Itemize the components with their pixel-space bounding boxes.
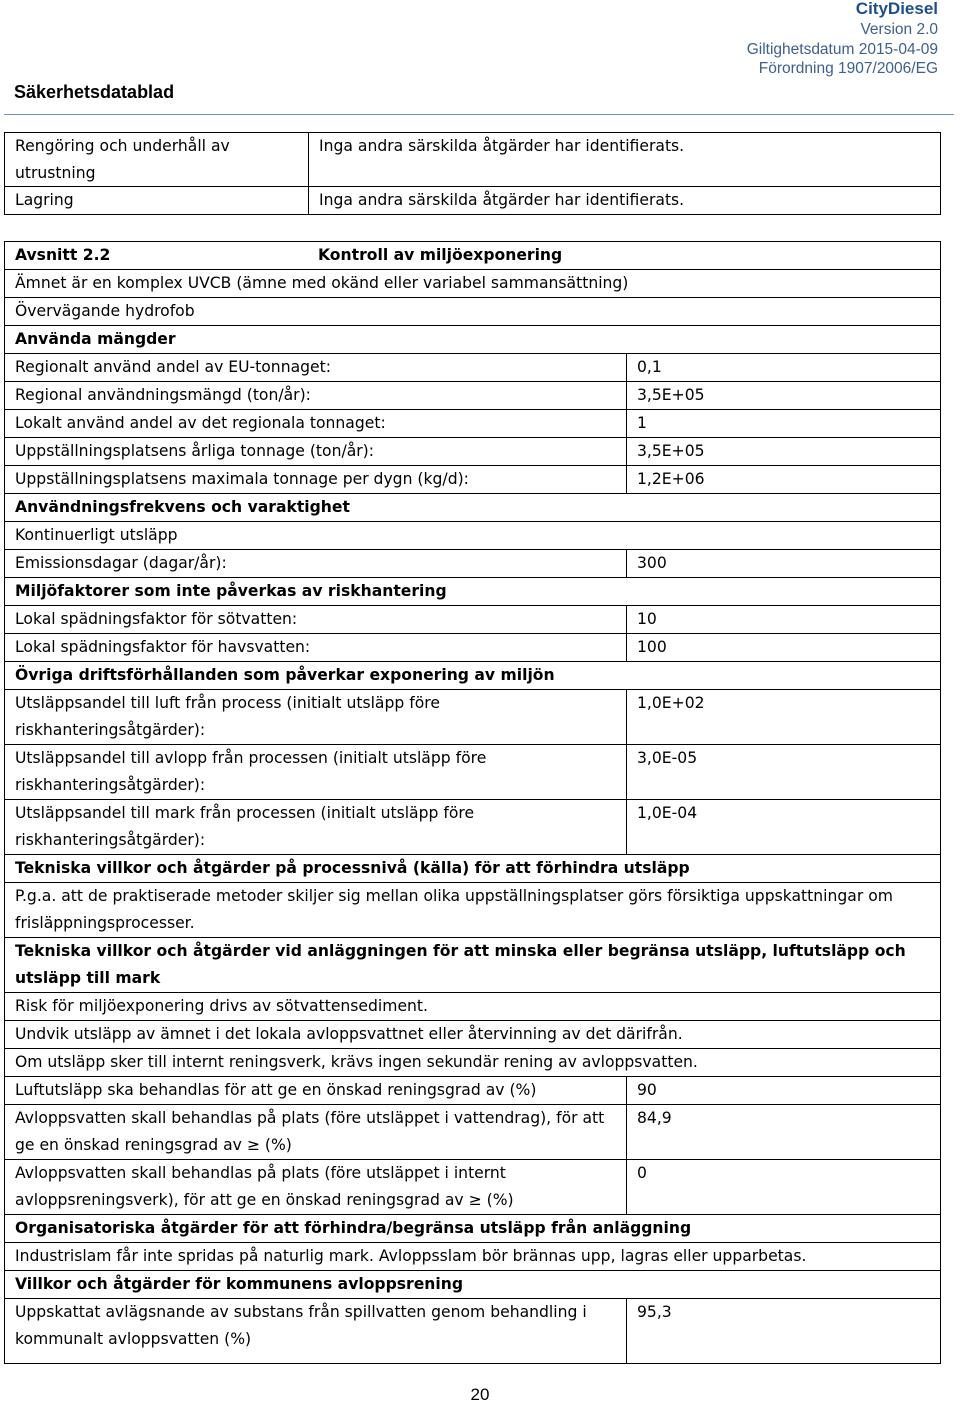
row-value: 3,0E-05 <box>627 745 941 800</box>
table-row <box>5 522 941 550</box>
row-value: 1,0E-04 <box>627 800 941 855</box>
other-conditions-heading: Övriga driftsförhållanden som påverkar exponering av miljön <box>5 662 941 690</box>
regulation-text: Förordning 1907/2006/EG <box>758 60 938 77</box>
substance-description: Ämnet är en komplex UVCB (ämne med okänd eller variabel sammansättning) <box>5 270 941 298</box>
subheading-row <box>5 662 941 690</box>
organizational-heading: Organisatoriska åtgärder för att förhindra/begränsa utsläpp från anläggning <box>5 1215 941 1243</box>
table-row <box>5 298 941 326</box>
row-label: Uppskattat avlägsnande av substans från spillvatten genom behandling i kommunalt avloppsvatten (%) <box>5 1299 627 1364</box>
subheading-row <box>5 1215 941 1243</box>
table-row <box>5 1077 941 1105</box>
section-label: Avsnitt 2.2 <box>5 242 309 270</box>
subheading-row <box>5 326 941 354</box>
row-label: Lagring <box>5 187 309 215</box>
table-row <box>5 800 941 855</box>
section-title: Kontroll av miljöexponering <box>308 242 941 270</box>
tech-site-line: Om utsläpp sker till internt reningsverk, krävs ingen sekundär rening av avloppsvatten. <box>5 1049 941 1077</box>
row-label: Emissionsdagar (dagar/år): <box>5 550 627 578</box>
table-row <box>5 550 941 578</box>
table-row <box>5 606 941 634</box>
frequency-heading: Användningsfrekvens och varaktighet <box>5 494 941 522</box>
subheading-row <box>5 855 941 883</box>
row-label: Utsläppsandel till mark från processen (initialt utsläpp före riskhanteringsåtgärder): <box>5 800 627 855</box>
row-value: 100 <box>627 634 941 662</box>
table-row <box>5 270 941 298</box>
row-label: Utsläppsandel till avlopp från processen (initialt utsläpp före riskhanteringsåtgärder): <box>5 745 627 800</box>
table-row <box>5 1021 941 1049</box>
table-row <box>5 1243 941 1271</box>
release-type: Kontinuerligt utsläpp <box>5 522 941 550</box>
subheading-row <box>5 1271 941 1299</box>
row-value: 1 <box>627 410 941 438</box>
env-factors-heading: Miljöfaktorer som inte påverkas av riskhantering <box>5 578 941 606</box>
row-label: Lokal spädningsfaktor för havsvatten: <box>5 634 627 662</box>
row-text: Inga andra särskilda åtgärder har identifierats. <box>309 187 941 215</box>
row-value: 95,3 <box>627 1299 941 1364</box>
tech-source-heading: Tekniska villkor och åtgärder på processnivå (källa) för att förhindra utsläpp <box>5 855 941 883</box>
amounts-heading: Använda mängder <box>5 326 941 354</box>
subheading-row <box>5 578 941 606</box>
row-value: 1,0E+02 <box>627 690 941 745</box>
row-value: 84,9 <box>627 1105 941 1160</box>
valid-date-text: Giltighetsdatum 2015-04-09 <box>746 40 938 58</box>
table-row <box>5 745 941 800</box>
tech-source-text: P.g.a. att de praktiserade metoder skiljer sig mellan olika uppställningsplatser görs försiktiga uppskattningar om frisläppningsprocesser. <box>5 883 941 938</box>
table-row <box>5 354 941 382</box>
table-row <box>5 438 941 466</box>
row-label: Luftutsläpp ska behandlas för att ge en önskad reningsgrad av (%) <box>5 1077 627 1105</box>
table-row <box>5 690 941 745</box>
row-label: Lokalt använd andel av det regionala tonnaget: <box>5 410 627 438</box>
table-row <box>5 187 941 215</box>
organizational-text: Industrislam får inte spridas på naturlig mark. Avloppsslam bör brännas upp, lagras eller upparbetas. <box>5 1243 941 1271</box>
product-name: CityDiesel <box>855 0 938 18</box>
table-row <box>5 1105 941 1160</box>
document-type-title: Säkerhetsdatablad <box>14 82 175 102</box>
table-row <box>5 1160 941 1215</box>
row-label: Utsläppsandel till luft från process (initialt utsläpp före riskhanteringsåtgärder): <box>5 690 627 745</box>
table-row <box>5 1299 941 1364</box>
table-row <box>5 634 941 662</box>
row-value: 10 <box>627 606 941 634</box>
row-value: 1,2E+06 <box>627 466 941 494</box>
row-value: 300 <box>627 550 941 578</box>
row-value: 90 <box>627 1077 941 1105</box>
row-label: Regional användningsmängd (ton/år): <box>5 382 627 410</box>
row-label: Uppställningsplatsens maximala tonnage per dygn (kg/d): <box>5 466 627 494</box>
row-label: Uppställningsplatsens årliga tonnage (ton/år): <box>5 438 627 466</box>
page-number: 20 <box>470 1385 490 1404</box>
tech-site-line: Undvik utsläpp av ämnet i det lokala avloppsvattnet eller återvinning av det därifrån. <box>5 1021 941 1049</box>
hydrophobic-note: Övervägande hydrofob <box>5 298 941 326</box>
row-value: 0 <box>627 1160 941 1215</box>
header-divider <box>4 114 954 115</box>
table-row <box>5 410 941 438</box>
table-row <box>5 382 941 410</box>
tech-site-line: Risk för miljöexponering drivs av sötvattensediment. <box>5 993 941 1021</box>
municipal-heading: Villkor och åtgärder för kommunens avloppsrening <box>5 1271 941 1299</box>
table-row <box>5 133 941 187</box>
environmental-exposure-table <box>4 241 941 1364</box>
row-value: 3,5E+05 <box>627 382 941 410</box>
version-text: Version 2.0 <box>860 21 938 38</box>
table-row <box>5 993 941 1021</box>
table-row <box>5 1049 941 1077</box>
row-label: Avloppsvatten skall behandlas på plats (före utsläppet i vattendrag), för att ge en önskad reningsgrad av ≥ (%) <box>5 1105 627 1160</box>
subheading-row <box>5 494 941 522</box>
row-label: Avloppsvatten skall behandlas på plats (före utsläppet i internt avloppsreningsverk), för att ge en önskad reningsgrad av ≥ (%) <box>5 1160 627 1215</box>
row-label: Lokal spädningsfaktor för sötvatten: <box>5 606 627 634</box>
table-row <box>5 466 941 494</box>
subheading-row <box>5 938 941 993</box>
row-label: Regionalt använd andel av EU-tonnaget: <box>5 354 627 382</box>
row-value: 3,5E+05 <box>627 438 941 466</box>
row-value: 0,1 <box>627 354 941 382</box>
section-header-row <box>5 242 941 270</box>
handling-measures-table <box>4 132 941 215</box>
row-text: Inga andra särskilda åtgärder har identifierats. <box>309 133 941 187</box>
document-meta <box>747 0 938 79</box>
row-label: Rengöring och underhåll av utrustning <box>5 133 309 187</box>
table-row <box>5 883 941 938</box>
tech-site-heading: Tekniska villkor och åtgärder vid anläggningen för att minska eller begränsa utsläpp, luftutsläpp och utsläpp till mark <box>5 938 941 993</box>
